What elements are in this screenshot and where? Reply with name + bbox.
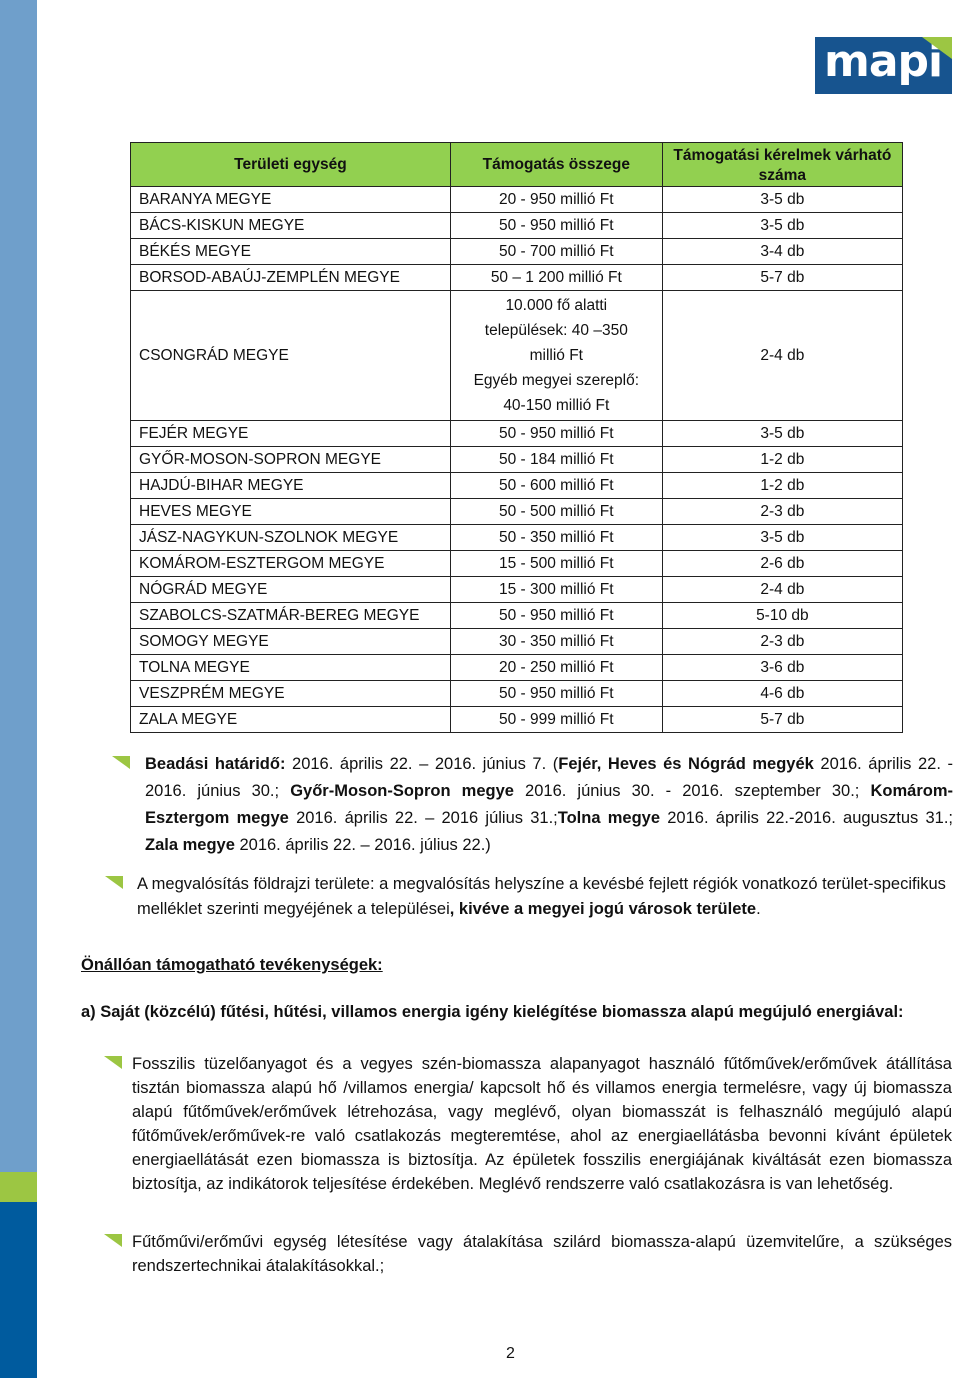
cell-region: BARANYA MEGYE	[131, 187, 451, 213]
cell-count: 5-7 db	[662, 707, 902, 733]
logo-leaf-icon	[922, 37, 952, 59]
table-row	[131, 265, 903, 291]
header-count: Támogatási kérelmek várható száma	[662, 143, 902, 187]
cell-amount: 15 - 300 millió Ft	[450, 577, 662, 603]
cell-count: 3-4 db	[662, 239, 902, 265]
cell-count: 5-10 db	[662, 603, 902, 629]
cell-region: JÁSZ-NAGYKUN-SZOLNOK MEGYE	[131, 525, 451, 551]
cell-count: 2-6 db	[662, 551, 902, 577]
cell-count: 3-5 db	[662, 525, 902, 551]
deadline-text: 2016. április 22. – 2016 július 31.;	[288, 809, 558, 827]
cell-region: FEJÉR MEGYE	[131, 421, 451, 447]
deadline-text: 2016. április 22. – 2016. június 7. (	[285, 755, 559, 773]
cell-region: KOMÁROM-ESZTERGOM MEGYE	[131, 551, 451, 577]
cell-amount: 50 - 500 millió Ft	[450, 499, 662, 525]
deadline-text: 2016. április 22. - 2016. június 30.;	[145, 755, 953, 800]
logo-text: mapi	[824, 37, 943, 87]
cell-amount: 50 - 350 millió Ft	[450, 525, 662, 551]
bullet-marker-icon	[112, 756, 130, 769]
cell-count: 3-5 db	[662, 213, 902, 239]
table-row	[131, 421, 903, 447]
table-row	[131, 525, 903, 551]
table-row	[131, 629, 903, 655]
table-row	[131, 681, 903, 707]
cell-region: BÁCS-KISKUN MEGYE	[131, 213, 451, 239]
amount-line: millió Ft	[529, 347, 583, 364]
mapi-logo	[815, 37, 952, 94]
table-row	[131, 239, 903, 265]
cell-region: TOLNA MEGYE	[131, 655, 451, 681]
cell-amount: 50 – 1 200 millió Ft	[450, 265, 662, 291]
cell-region: HEVES MEGYE	[131, 499, 451, 525]
deadline-text: 2016. április 22.-2016. augusztus 31.;	[660, 809, 953, 827]
cell-amount: 20 - 250 millió Ft	[450, 655, 662, 681]
cell-count: 3-5 db	[662, 421, 902, 447]
amount-line: települések: 40 –350	[484, 322, 628, 339]
cell-count: 3-6 db	[662, 655, 902, 681]
cell-amount: 50 - 950 millió Ft	[450, 681, 662, 707]
cell-count: 2-4 db	[662, 291, 902, 421]
cell-count: 4-6 db	[662, 681, 902, 707]
stripe-segment-dark-blue	[0, 1202, 37, 1378]
deadline-paragraph	[145, 751, 953, 859]
area-end: .	[756, 900, 761, 918]
deadline-text: 2016. április 22. – 2016. július 22.)	[234, 836, 491, 854]
cell-region: HAJDÚ-BIHAR MEGYE	[131, 473, 451, 499]
cell-region: VESZPRÉM MEGYE	[131, 681, 451, 707]
cell-amount: 50 - 950 millió Ft	[450, 603, 662, 629]
amount-line: 40-150 millió Ft	[503, 397, 610, 414]
cell-count: 2-3 db	[662, 499, 902, 525]
table-row	[131, 707, 903, 733]
header-amount: Támogatás összege	[450, 143, 662, 187]
cell-region: NÓGRÁD MEGYE	[131, 577, 451, 603]
cell-count: 2-4 db	[662, 577, 902, 603]
bullet-marker-icon	[105, 876, 123, 889]
bullet-marker-icon	[104, 1056, 122, 1069]
cell-amount: 20 - 950 millió Ft	[450, 187, 662, 213]
table-row	[131, 655, 903, 681]
bullet-marker-icon	[104, 1234, 122, 1247]
table-row	[131, 447, 903, 473]
cell-region: SOMOGY MEGYE	[131, 629, 451, 655]
cell-amount: 50 - 700 millió Ft	[450, 239, 662, 265]
table-row	[131, 603, 903, 629]
activity-bullet-1: Fosszilis tüzelőanyagot és a vegyes szén-biomassza alapanyagot használó fűtőművek/erőművek átállítása tisztán biomassza alapú hő /villamos energia/ kapcsolt hő és villamos energia termelésre, vagy új biomassza alapú fűtőművek/erőművek létrehozása, vagy meglévő, olyan biomasszát is felhasználó megújuló alapú fűtőművek/erőművek-re való csatlakozás megteremtése, ahol az energiaellátásba bevonni kívánt épületek energiaellátását ezen biomassza is biztosítja. Az épületek fosszilis energiájának kiváltását ezen biomassza biztosítja, az indikátorok teljesítése érdekében. Meglévő rendszerre való csatlakozásra is van lehetőség.	[132, 1055, 952, 1193]
cell-region: ZALA MEGYE	[131, 707, 451, 733]
table-header-row	[131, 143, 903, 187]
table-row	[131, 499, 903, 525]
table-row	[131, 473, 903, 499]
page-number: 2	[506, 1345, 515, 1362]
table-row	[131, 291, 903, 421]
cell-amount: 50 - 950 millió Ft	[450, 421, 662, 447]
area-text: A megvalósítás földrajzi területe: a megvalósítás helyszíne a kevésbé fejlett régiók vonatkozó terület-specifikus melléklet szerinti megyéjének a települései	[137, 875, 946, 918]
cell-amount: 30 - 350 millió Ft	[450, 629, 662, 655]
cell-amount: 50 - 950 millió Ft	[450, 213, 662, 239]
cell-amount-multiline	[450, 291, 662, 421]
area-exception: , kivéve a megyei jogú városok területe	[449, 900, 757, 918]
amount-line: Egyéb megyei szereplő:	[473, 372, 639, 389]
cell-region: GYŐR-MOSON-SOPRON MEGYE	[131, 447, 451, 473]
cell-count: 2-3 db	[662, 629, 902, 655]
section-heading: Önállóan támogatható tevékenységek:	[81, 956, 383, 974]
support-table	[130, 142, 903, 733]
deadline-region: Győr-Moson-Sopron megye	[290, 782, 514, 800]
cell-amount: 50 - 999 millió Ft	[450, 707, 662, 733]
deadline-text: 2016. június 30. - 2016. szeptember 30.;	[513, 782, 871, 800]
amount-line: 10.000 fő alatti	[505, 297, 608, 314]
stripe-segment-light-blue	[0, 0, 37, 1172]
cell-count: 3-5 db	[662, 187, 902, 213]
area-paragraph	[137, 872, 953, 922]
cell-amount: 50 - 184 millió Ft	[450, 447, 662, 473]
table-row	[131, 577, 903, 603]
table-row	[131, 551, 903, 577]
cell-amount: 50 - 600 millió Ft	[450, 473, 662, 499]
cell-amount: 15 - 500 millió Ft	[450, 551, 662, 577]
deadline-region: Komárom-Esztergom megye	[145, 782, 953, 827]
cell-region: BÉKÉS MEGYE	[131, 239, 451, 265]
deadline-region: Fejér, Heves és Nógrád megyék	[558, 755, 814, 773]
subsection-heading: a) Saját (közcélú) fűtési, hűtési, villamos energia igény kielégítése biomassza alapú megújuló energiával:	[81, 1003, 904, 1021]
header-region: Területi egység	[131, 143, 451, 187]
cell-count: 5-7 db	[662, 265, 902, 291]
deadline-region: Zala megye	[145, 836, 235, 854]
table-row	[131, 187, 903, 213]
cell-region: CSONGRÁD MEGYE	[131, 291, 451, 421]
cell-region: BORSOD-ABAÚJ-ZEMPLÉN MEGYE	[131, 265, 451, 291]
cell-region: SZABOLCS-SZATMÁR-BEREG MEGYE	[131, 603, 451, 629]
table-row	[131, 213, 903, 239]
stripe-segment-green	[0, 1172, 37, 1202]
cell-count: 1-2 db	[662, 447, 902, 473]
deadline-region: Tolna megye	[557, 809, 661, 827]
cell-count: 1-2 db	[662, 473, 902, 499]
left-color-stripe	[0, 0, 37, 1378]
deadline-label: Beadási határidő:	[145, 755, 286, 773]
activity-bullet-2: Fűtőművi/erőművi egység létesítése vagy átalakítása szilárd biomassza-alapú üzemvitelűre, a szükséges rendszertechnikai átalakításokkal.;	[132, 1233, 952, 1275]
